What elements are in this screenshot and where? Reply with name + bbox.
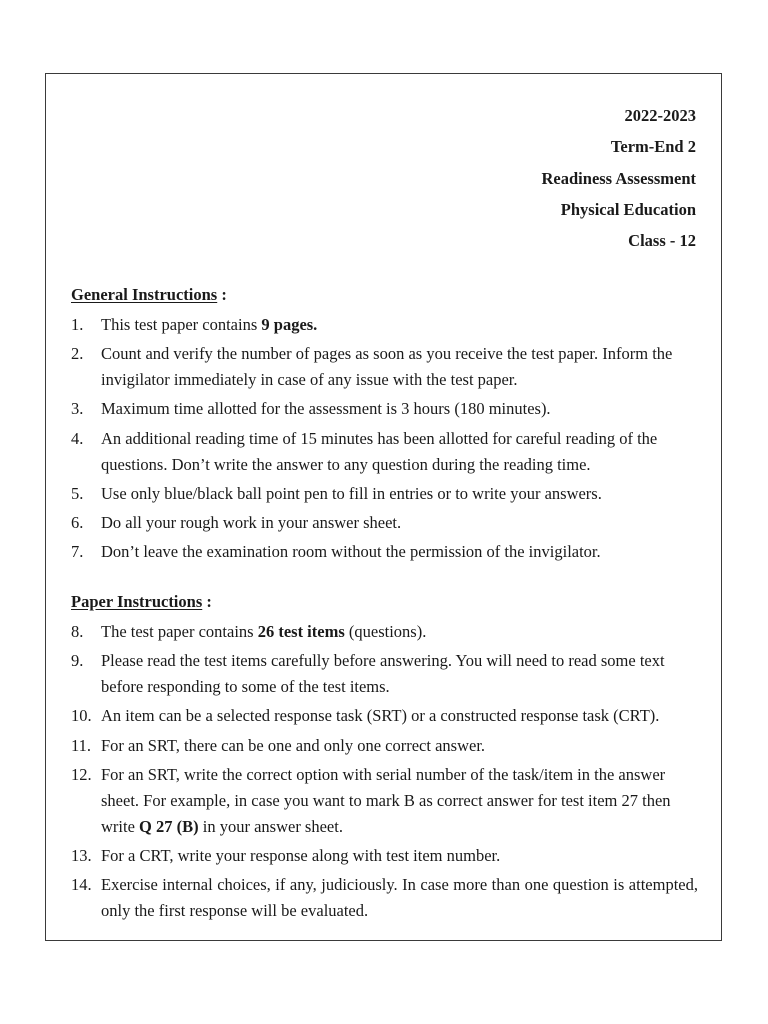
list-item: 3. Maximum time allotted for the assessment is 3 hours (180 minutes).	[71, 399, 551, 419]
list-item: 7. Don’t leave the examination room without the permission of the invigilator.	[71, 542, 601, 562]
header-year: 2022-2023	[624, 106, 696, 125]
list-item: 1. This test paper contains 9 pages.	[71, 315, 318, 334]
list-item: 9. Please read the test items carefully before answering. You will need to read some text before responding to some of the test items.	[71, 651, 665, 697]
paper-instructions-heading	[71, 592, 212, 612]
header-class: Class - 12	[628, 231, 696, 251]
header-term: Term-End 2	[610, 137, 696, 157]
list-item: 6. Do all your rough work in your answer sheet.	[71, 512, 402, 532]
paper-instructions-title: Paper Instructions	[71, 592, 203, 611]
list-item: 12. For an SRT, write the correct option with serial number of the task/item in the answer sheet. For example, in case you want to mark B as correct answer for test item 27 then write Q 27 (B) in your answer sheet.	[71, 764, 671, 836]
list-item: 13. For a CRT, write your response along with test item number.	[71, 845, 501, 865]
general-instructions-heading	[71, 285, 227, 305]
list-item: 8. The test paper contains 26 test items (questions).	[71, 622, 427, 641]
list-item: 10. An item can be a selected response task (SRT) or a constructed response task (CRT).	[71, 706, 660, 726]
document-header	[542, 100, 696, 256]
general-instructions-list	[71, 312, 698, 568]
list-item: 2. Count and verify the number of pages as soon as you receive the test paper. Inform the invigilator immediately in case of any issue with the test paper.	[71, 344, 673, 390]
list-item: 4. An additional reading time of 15 minutes has been allotted for careful reading of the questions. Don’t write the answer to any question during the reading time.	[71, 428, 658, 474]
general-instructions-title: General Instructions	[71, 285, 218, 304]
list-item: 5. Use only blue/black ball point pen to fill in entries or to write your answers.	[71, 483, 602, 503]
general-instructions-colon: :	[217, 285, 227, 304]
header-assessment: Readiness Assessment	[541, 168, 696, 188]
paper-instructions-list	[71, 619, 698, 927]
header-subject: Physical Education	[560, 199, 696, 219]
document-frame	[45, 73, 722, 941]
list-item: 14. Exercise internal choices, if any, judiciously. In case more than one question is attempted, only the first response will be evaluated.	[71, 875, 698, 921]
paper-instructions-colon: :	[202, 592, 212, 611]
list-item: 11. For an SRT, there can be one and only one correct answer.	[71, 735, 486, 755]
